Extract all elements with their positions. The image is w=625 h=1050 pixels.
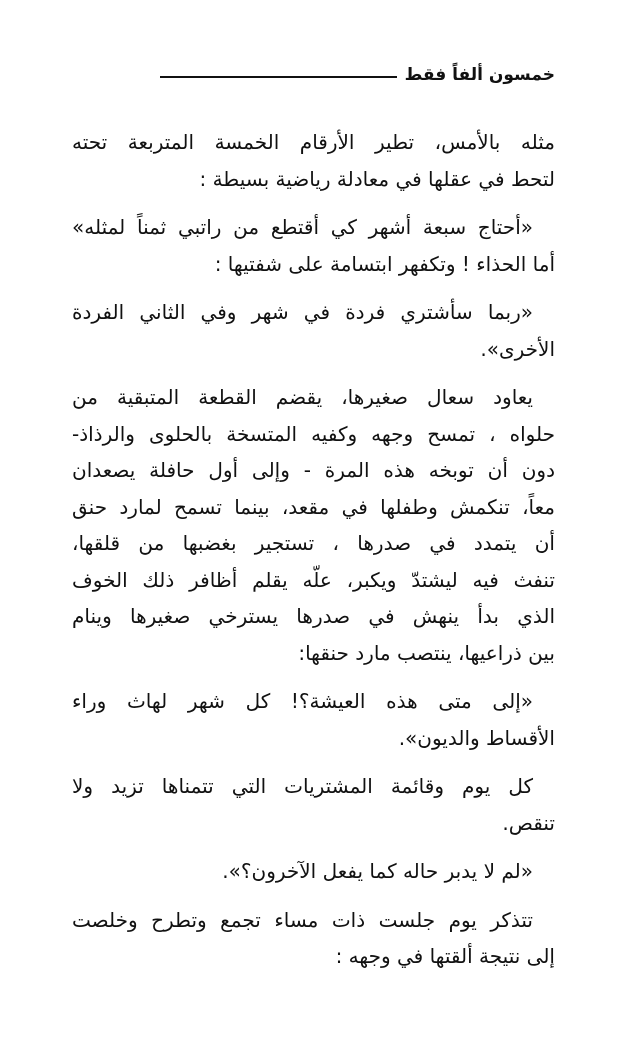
text-line: إلى نتيجة ألقتها في وجهه : <box>335 944 555 968</box>
page-body <box>72 124 555 987</box>
chapter-title: خمسون ألفاً فقط <box>404 65 555 85</box>
text-line: «لم لا يدبر حاله كما يفعل الآخرون؟». <box>222 859 533 883</box>
paragraph <box>72 379 555 671</box>
paragraph <box>72 209 555 282</box>
text-line: الذي بدأ ينهش في صدرها يسترخي صغيرها وينام <box>72 604 555 628</box>
text-line: «أحتاج سبعة أشهر كي أقتطع من راتبي ثمناً لمثله» <box>72 215 533 239</box>
text-line: «ربما سأشتري فردة في شهر وفي الثاني الفردة <box>72 300 533 324</box>
text-line: تتذكر يوم جلست ذات مساء تجمع وتطرح وخلصت <box>72 907 533 932</box>
running-header <box>160 60 555 90</box>
text-line: أن يتمدد في صدرها ، تستجير بغضبها من قلقها، <box>72 531 555 555</box>
paragraph <box>72 853 555 890</box>
text-line: دون أن توبخه هذه المرة - وإلى أول حافلة يصعدان <box>72 458 555 482</box>
text-line: لتحط في عقلها في معادلة رياضية بسيطة : <box>199 166 555 191</box>
text-line: بين ذراعيها، ينتصب مارد حنقها: <box>298 640 555 665</box>
text-line: أما الحذاء ! وتكفهر ابتسامة على شفتيها : <box>214 251 555 276</box>
paragraph <box>72 768 555 841</box>
text-line: مثله بالأمس، تطير الأرقام الخمسة المتربعة تحته <box>72 130 555 154</box>
text-line: الأخرى». <box>480 336 555 361</box>
text-line: حلواه ، تمسح وجهه وكفيه المتسخة بالحلوى والرذاذ- <box>72 421 555 446</box>
text-line: تنفث فيه ليشتدّ ويكبر، علّه يقلم أظافر ذلك الخوف <box>72 567 555 592</box>
text-line: كل يوم وقائمة المشتريات التي تتمناها تزيد ولا <box>72 774 533 798</box>
paragraph <box>72 294 555 367</box>
text-line: «إلى متى هذه العيشة؟! كل شهر لهاث وراء <box>72 689 533 713</box>
paragraph <box>72 683 555 756</box>
text-line: الأقساط والديون». <box>398 725 555 750</box>
paragraph <box>72 124 555 197</box>
header-rule <box>160 76 397 78</box>
text-line: تنقص. <box>502 810 555 835</box>
paragraph <box>72 902 555 975</box>
text-line: معاً، تنكمش وطفلها في مقعد، بينما تسمح لمارد حنق <box>72 494 555 519</box>
text-line: يعاود سعال صغيرها، يقضم القطعة المتبقية من <box>72 385 533 409</box>
